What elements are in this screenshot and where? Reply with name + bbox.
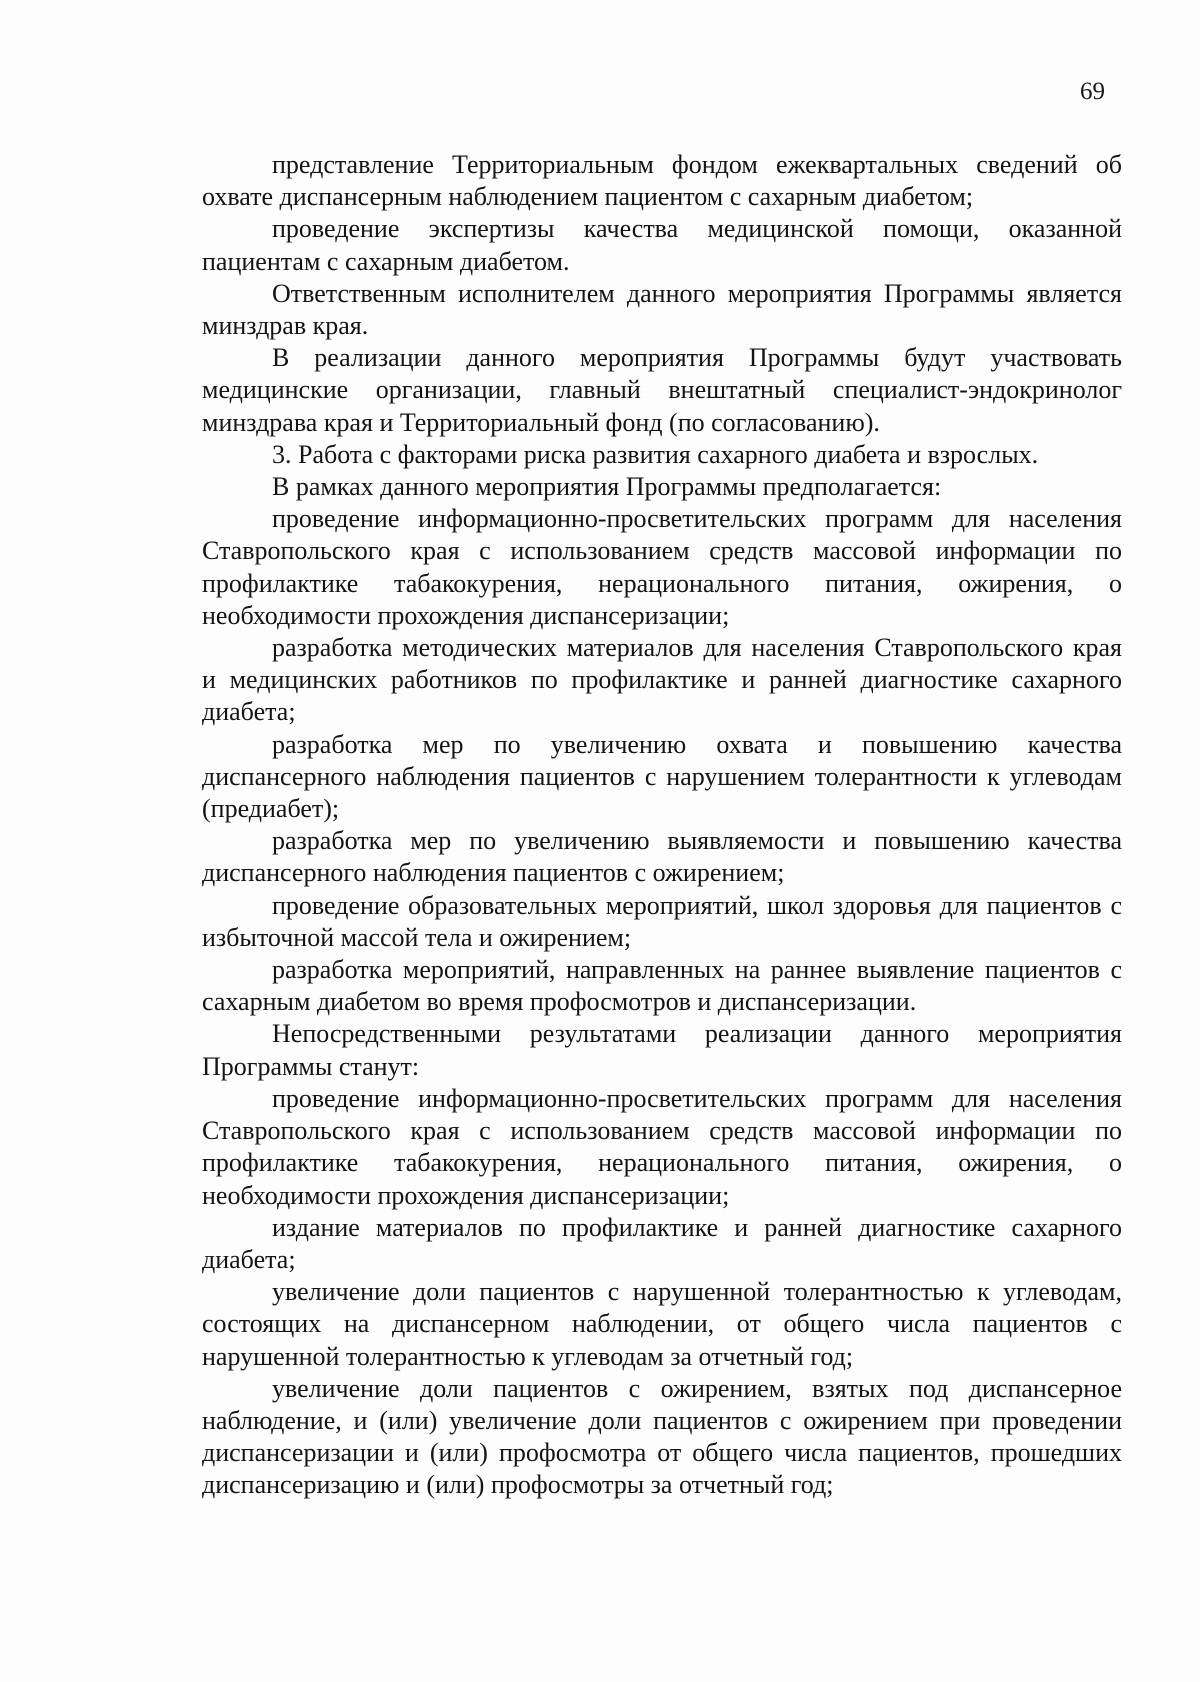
paragraph: представление Территориальным фондом ежеквартальных сведений об охвате диспансерным наблюдением пациентом с сахарным диабетом; [202, 150, 1122, 212]
paragraph: В рамках данного мероприятия Программы предполагается: [272, 472, 942, 502]
paragraph: издание материалов по профилактике и ранней диагностике сахарного диабета; [202, 1212, 1122, 1274]
paragraph: разработка методических материалов для населения Ставропольского края и медицинских работников по профилактике и ранней диагностике сахарного диабета; [202, 633, 1122, 727]
paragraph: проведение образовательных мероприятий, школ здоровья для пациентов с избыточной массой тела и ожирением; [202, 890, 1122, 952]
paragraph: увеличение доли пациентов с ожирением, взятых под диспансерное наблюдение, и (или) увеличение доли пациентов с ожирением при проведении диспансеризации и (или) профосмотра от общего числа пациентов, прошедших диспансеризацию и (или) профосмотры за отчетный год; [202, 1373, 1122, 1500]
paragraph: разработка мер по увеличению выявляемости и повышению качества диспансерного наблюдения пациентов с ожирением; [202, 826, 1122, 888]
paragraph: разработка мер по увеличению охвата и повышению качества диспансерного наблюдения пациентов с нарушением толерантности к углеводам (предиабет); [202, 729, 1122, 824]
paragraph: проведение информационно-просветительских программ для населения Ставропольского края с использованием средств массовой информации по профилактике табакокурения, нерационального питания, ожирения, о необходимости прохождения диспансеризации; [202, 504, 1122, 630]
paragraph: Ответственным исполнителем данного мероприятия Программы является минздрав края. [202, 278, 1122, 341]
paragraph: проведение информационно-просветительских программ для населения Ставропольского края с использованием средств массовой информации по профилактике табакокурения, нерационального питания, ожирения, о необходимости прохождения диспансеризации; [202, 1083, 1122, 1210]
body-text [202, 149, 1122, 1502]
paragraph: Непосредственными результатами реализации данного мероприятия Программы станут: [202, 1019, 1122, 1081]
paragraph: разработка мероприятий, направленных на раннее выявление пациентов с сахарным диабетом во время профосмотров и диспансеризации. [202, 955, 1122, 1017]
page-number: 69 [1080, 78, 1105, 105]
paragraph: проведение экспертизы качества медицинской помощи, оказанной пациентам с сахарным диабетом. [202, 214, 1122, 276]
paragraph: 3. Работа с факторами риска развития сахарного диабета и взрослых. [272, 439, 1039, 469]
paragraph: увеличение доли пациентов с нарушенной толерантностью к углеводам, состоящих на диспансерном наблюдении, от общего числа пациентов с нарушенной толерантностью к углеводам за отчетный год; [202, 1277, 1122, 1371]
paragraph: В реализации данного мероприятия Программы будут участвовать медицинские организации, главный внештатный специалист-эндокринолог минздрава края и Территориальный фонд (по согласованию). [202, 343, 1122, 437]
